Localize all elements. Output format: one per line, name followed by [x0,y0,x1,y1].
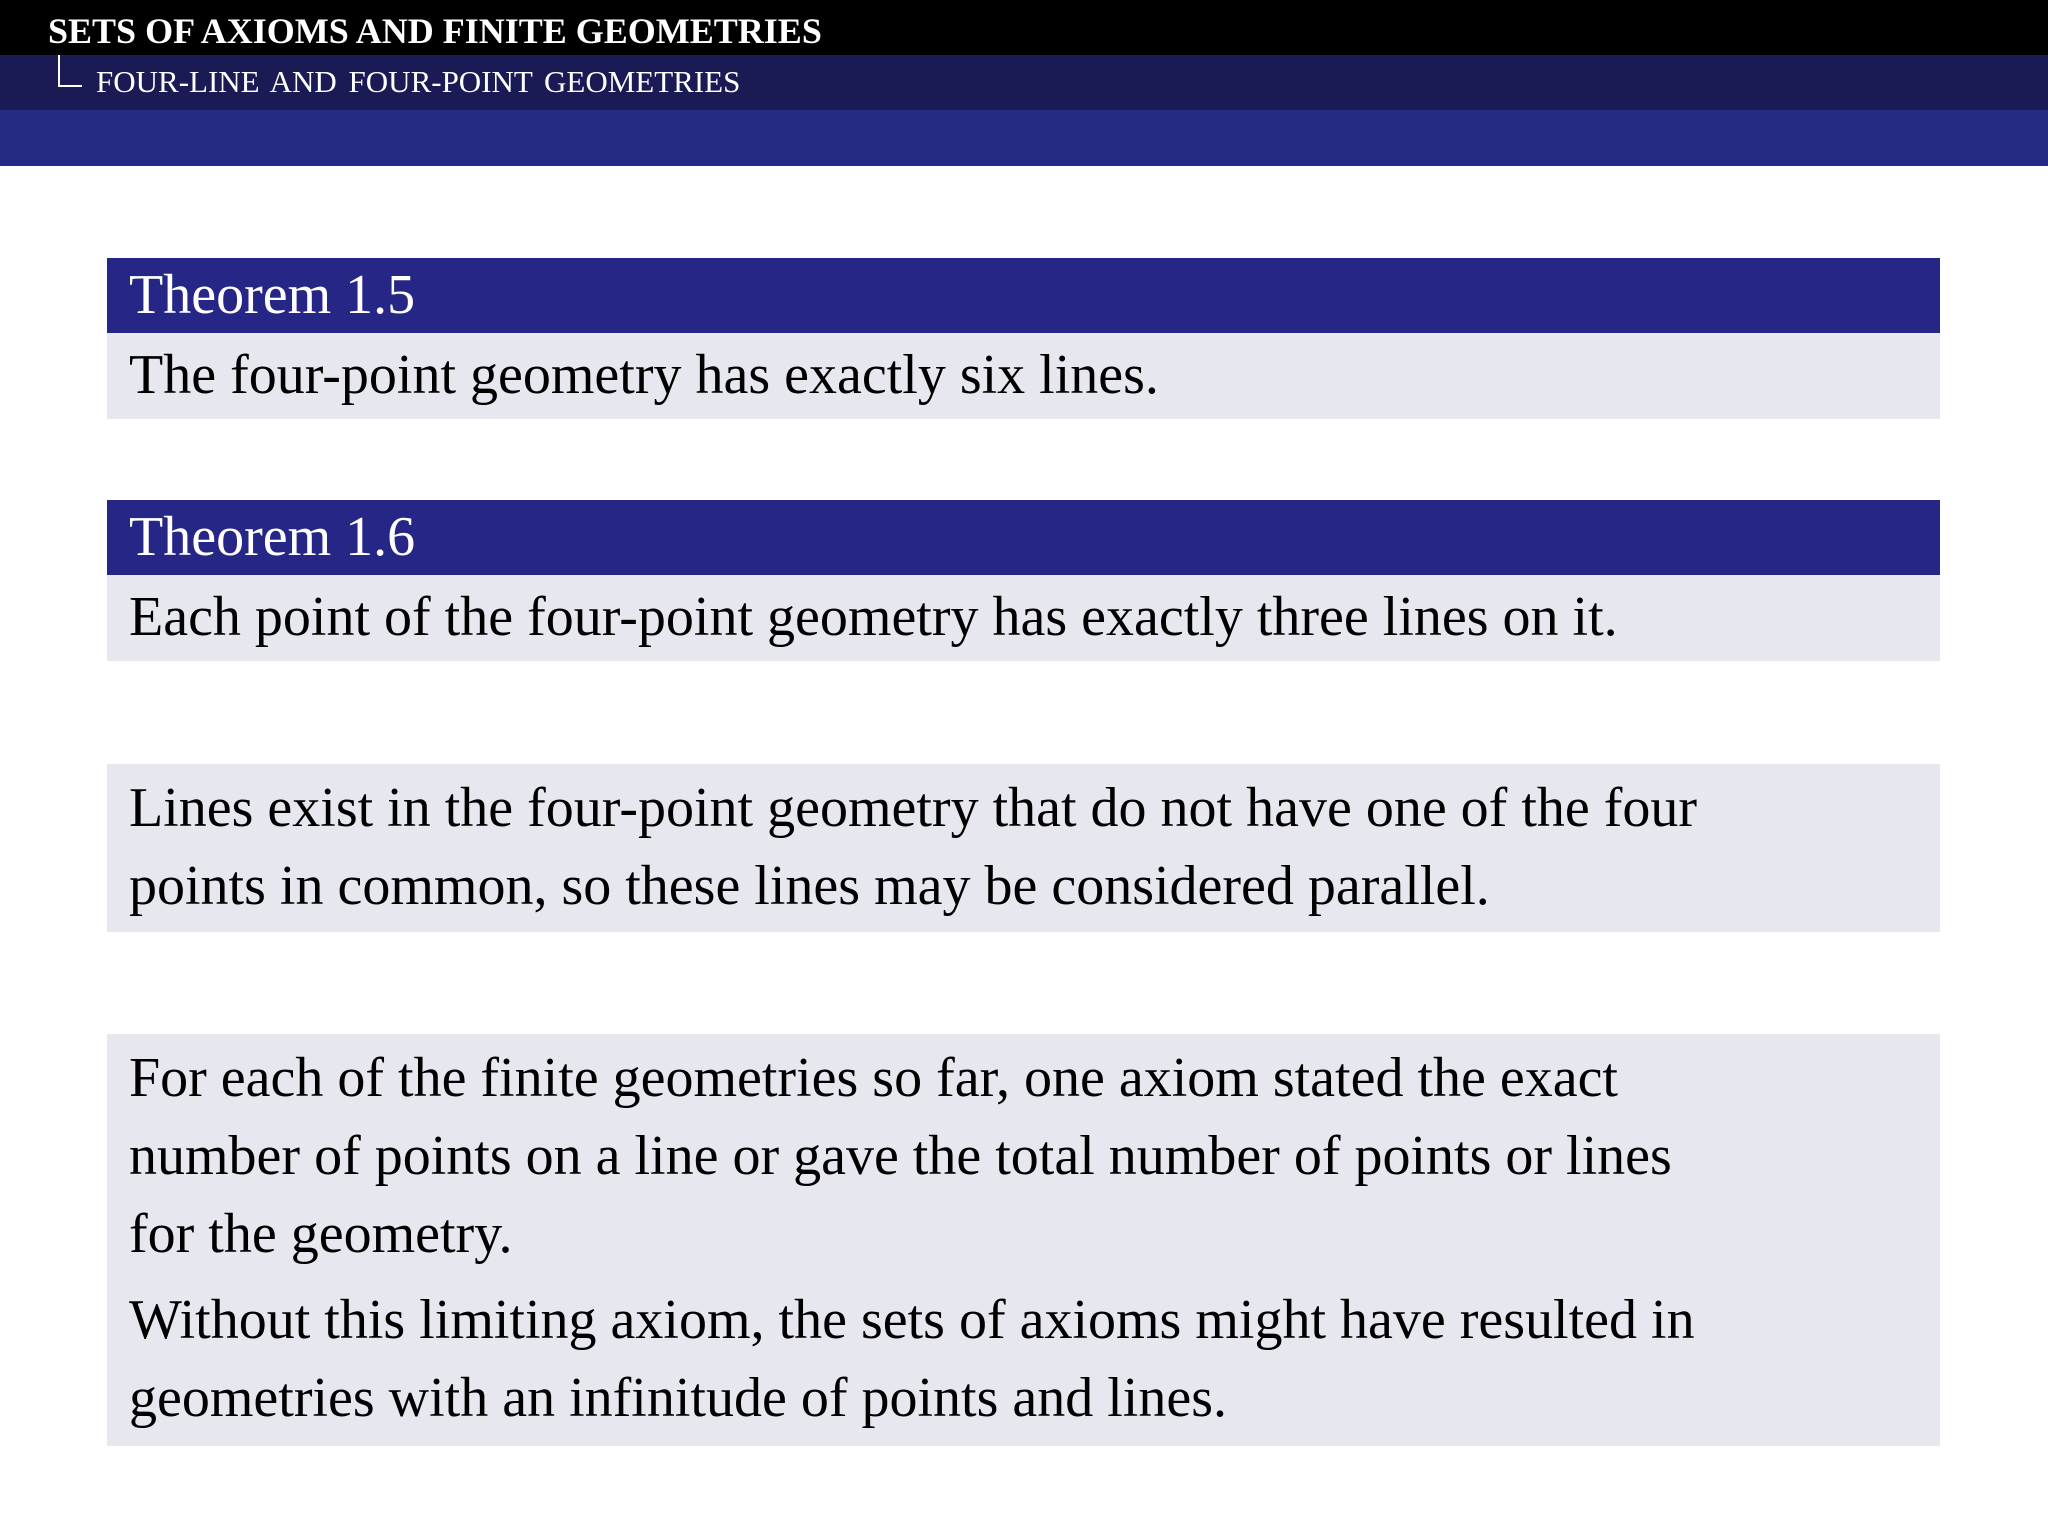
section-title: SETS OF AXIOMS AND FINITE GEOMETRIES [48,11,822,51]
theorem-title: Theorem 1.5 [107,258,1940,333]
note-block-parallel-lines [107,764,1940,932]
header-section-bar [0,0,2048,55]
text-line: For each of the finite geometries so far, one axiom stated the exact [129,1047,1618,1109]
text-line: Without this limiting axiom, the sets of axioms might have resulted in [129,1289,1695,1351]
text-line: for the geometry. [129,1203,513,1265]
text-line: number of points on a line or gave the total number of points or lines [129,1125,1672,1187]
note-body [107,764,1940,932]
paragraph [129,1281,1940,1437]
note-body [107,1034,1940,1446]
text-line: Lines exist in the four-point geometry that do not have one of the four [129,777,1698,839]
theorem-block-1-5 [107,258,1940,419]
subsection-title: FOUR-LINE AND FOUR-POINT GEOMETRIES [96,64,741,99]
text-line: geometries with an infinitude of points and lines. [129,1367,1228,1429]
theorem-body: Each point of the four-point geometry has exactly three lines on it. [107,575,1940,661]
note-block-limiting-axiom [107,1034,1940,1446]
tree-branch-icon [58,55,82,87]
paragraph [129,1039,1940,1273]
theorem-title: Theorem 1.6 [107,500,1940,575]
text-line: points in common, so these lines may be considered parallel. [129,855,1490,917]
header-subsection-bar [0,55,2048,110]
header-band [0,110,2048,166]
theorem-body: The four-point geometry has exactly six lines. [107,333,1940,419]
theorem-block-1-6 [107,500,1940,661]
